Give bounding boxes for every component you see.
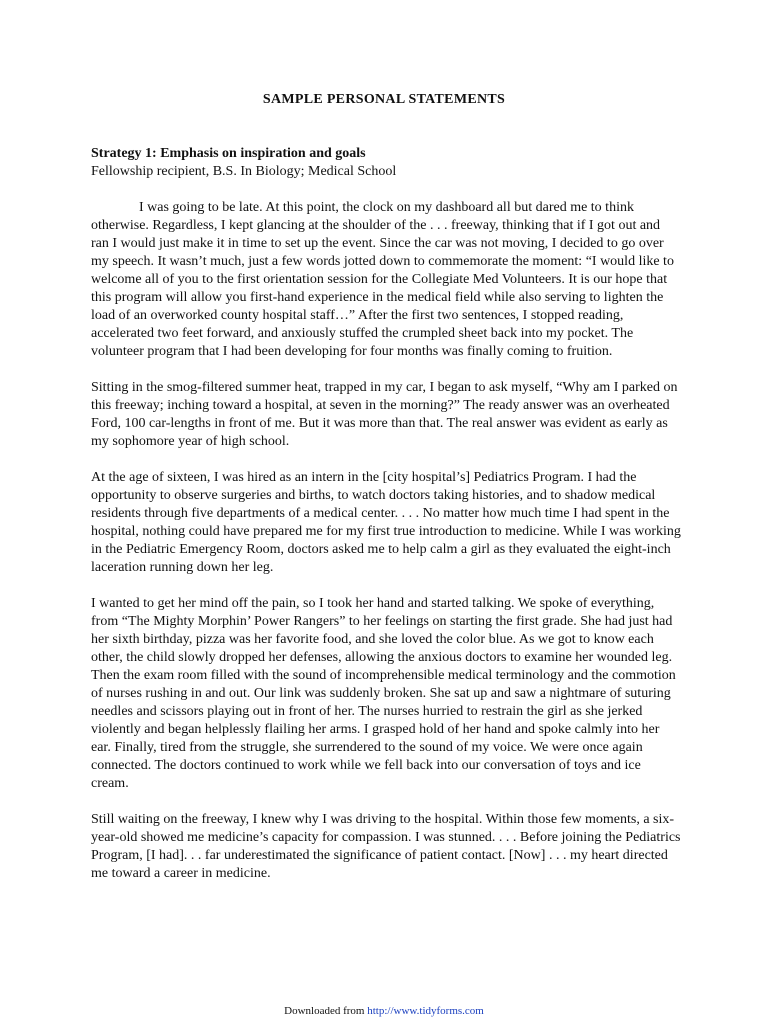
- paragraph-5: Still waiting on the freeway, I knew why I was driving to the hospital. Within those few moments, a six-year-old showed me medicine’s capacity for compassion. I was stunned. . . . Before joining the Pediatrics Program, [I had]. . . far underestimated the significance of patient contact. [Now] . . . my heart directed me toward a career in medicine.: [91, 812, 681, 881]
- strategy-heading: Strategy 1: Emphasis on inspiration and goals: [91, 146, 366, 161]
- footer-prefix: Downloaded from: [284, 1005, 368, 1017]
- statement-subheading: Fellowship recipient, B.S. In Biology; Medical School: [91, 164, 397, 179]
- paragraph-2: Sitting in the smog-filtered summer heat, trapped in my car, I began to ask myself, “Why am I parked on this freeway; inching toward a hospital, at seven in the morning?” The ready answer was an overheated Ford, 100 car-lengths in front of me. But it was more than that. The real answer was evident as early as my sophomore year of high school.: [91, 380, 678, 449]
- paragraph-3: At the age of sixteen, I was hired as an intern in the [city hospital’s] Pediatrics Program. I had the opportunity to observe surgeries and births, to watch doctors taking histories, and to shadow medical residents through five departments of a medical center. . . . No matter how much time I had spent in the hospital, nothing could have prepared me for my first true introduction to medicine. While I was working in the Pediatric Emergency Room, doctors asked me to help calm a girl as they evaluated the eight-inch laceration running down her leg.: [91, 470, 681, 575]
- document-title: SAMPLE PERSONAL STATEMENTS: [262, 92, 506, 107]
- download-footer: [0, 1005, 768, 1017]
- document-body: [91, 145, 681, 901]
- footer-link[interactable]: http://www.tidyforms.com: [367, 1005, 484, 1017]
- paragraph-1: I was going to be late. At this point, the clock on my dashboard all but dared me to think otherwise. Regardless, I kept glancing at the shoulder of the . . . freeway, thinking that if I got out and ran I would just make it in time to set up the event. Since the car was not moving, I decided to go over my speech. It wasn’t much, just a few words jotted down to commemorate the moment: “I would like to welcome all of you to the first orientation session for the Collegiate Med Volunteers. It is our hope that this program will allow you first-hand experience in the medical field while also serving to lighten the load of an overworked county hospital staff…” After the first two sentences, I stopped reading, accelerated two feet forward, and anxiously stuffed the crumpled sheet back into my pocket. The volunteer program that I had been developing for four months was finally coming to fruition.: [91, 200, 674, 359]
- paragraph-4: I wanted to get her mind off the pain, so I took her hand and started talking. We spoke of everything, from “The Mighty Morphin’ Power Rangers” to her feelings on starting the first grade. She had just had her sixth birthday, pizza was her favorite food, and she loved the color blue. As we got to know each other, the child slowly dropped her defenses, allowing the anxious doctors to examine her wounded leg. Then the exam room filled with the sound of incomprehensible medical terminology and the commotion of nurses rushing in and out. Our link was suddenly broken. She sat up and saw a nightmare of suturing needles and scissors playing out in front of her. The nurses hurried to restrain the girl as she jerked violently and began helplessly flailing her arms. I grasped hold of her hand and spoke calmly into her ear. Finally, tired from the struggle, she surrendered to the sound of my voice. We were once again connected. The doctors continued to work while we fell back into our conversation of toys and ice cream.: [91, 596, 676, 791]
